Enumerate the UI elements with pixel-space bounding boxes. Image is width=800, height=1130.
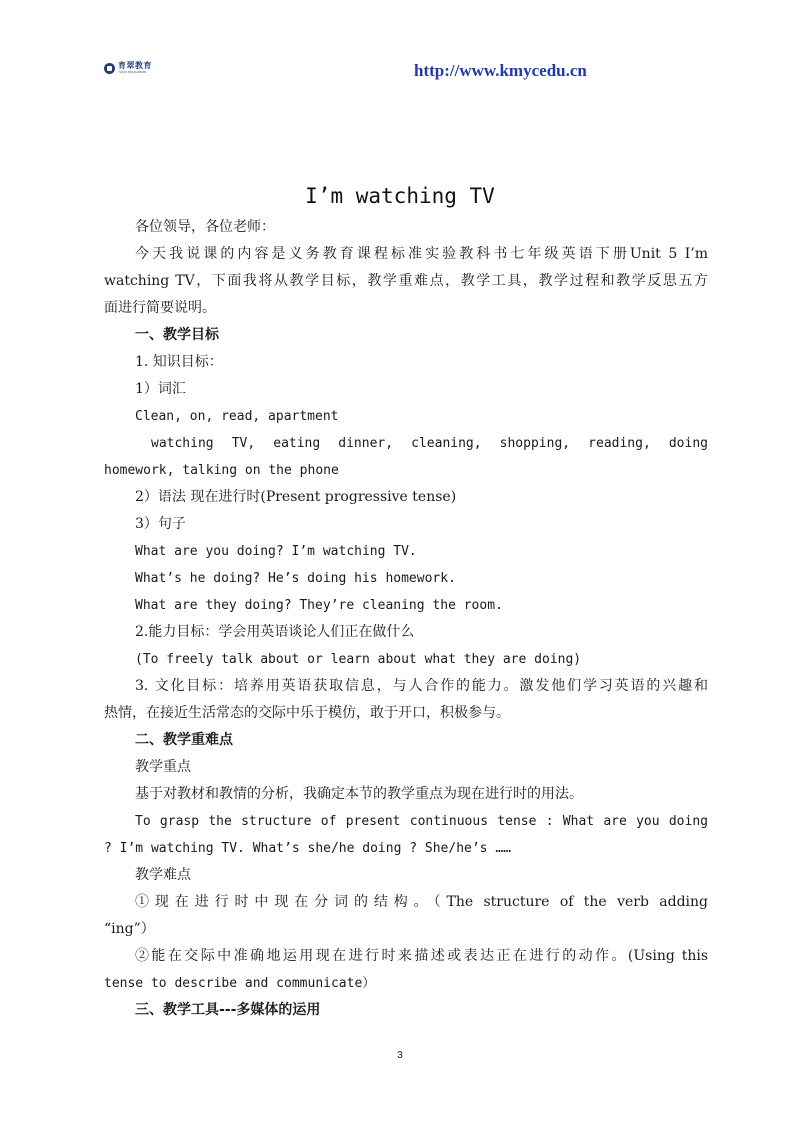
intro-line-2: watching TV，下面我将从教学目标，教学重难点，教学工具，教学过程和教学反思五方	[104, 273, 708, 289]
logo-tagline: YUCUI EDUCATION	[118, 70, 146, 74]
ability-goal: 2.能力目标：学会用英语谈论人们正在做什么	[135, 624, 415, 640]
vocab-line-2: watching TV, eating dinner, cleaning, shopping, reading, doing	[151, 436, 708, 451]
key-point-english-1: To grasp the structure of present continuous tense : What are you doing	[135, 814, 708, 829]
sentence-1: What are you doing? I’m watching TV.	[135, 544, 417, 559]
greeting: 各位领导，各位老师：	[135, 219, 275, 235]
intro-line-1: 今天我说课的内容是义务教育课程标准实验教科书七年级英语下册Unit 5 I’m	[135, 246, 708, 262]
section-heading-goals: 一、教学目标	[135, 327, 219, 343]
key-point-english-2: ? I’m watching TV. What’s she/he doing ? She/he’s ……	[104, 841, 511, 856]
document-body	[104, 214, 708, 1024]
vocab-label: 1）词汇	[135, 381, 186, 397]
intro-line-3: 面进行简要说明。	[104, 300, 216, 316]
logo-shield-icon	[104, 63, 115, 74]
logo-name: 育翠教育	[118, 61, 152, 70]
difficulty-1-line-1: ①现在进行时中现在分词的结构。（The structure of the verb adding	[135, 894, 708, 910]
sentence-2: What’s he doing? He’s doing his homework.	[135, 571, 456, 586]
section-heading-tools: 三、教学工具---多媒体的运用	[135, 1002, 321, 1018]
vocab-line-3: homework, talking on the phone	[104, 463, 339, 478]
logo	[104, 62, 152, 74]
section-heading-key-points: 二、教学重难点	[135, 732, 233, 748]
grammar-label: 2）语法 现在进行时(Present progressive tense)	[135, 489, 457, 505]
ability-goal-english: (To freely talk about or learn about what they are doing)	[135, 652, 582, 667]
page-number: 3	[397, 1050, 403, 1061]
difficulty-1-line-2: “ing”）	[104, 921, 155, 937]
knowledge-goal: 1. 知识目标：	[135, 354, 223, 370]
sentence-3: What are they doing? They’re cleaning the room.	[135, 598, 503, 613]
page-header	[0, 0, 800, 90]
difficulty-2-line-2: tense to describe and communicate）	[104, 976, 376, 991]
sentence-label: 3）句子	[135, 516, 186, 532]
difficulty-2-line-1: ②能在交际中准确地运用现在进行时来描述或表达正在进行的动作。(Using this	[135, 948, 708, 964]
culture-goal-line-2: 热情，在接近生活常态的交际中乐于模仿，敢于开口，积极参与。	[104, 705, 510, 721]
page-title: I’m watching TV	[305, 184, 495, 208]
culture-goal-line-1: 3. 文化目标：培养用英语获取信息，与人合作的能力。激发他们学习英语的兴趣和	[135, 678, 708, 694]
difficulty-label: 教学难点	[135, 867, 191, 883]
key-point-label: 教学重点	[135, 759, 191, 775]
key-point-text: 基于对教材和教情的分析，我确定本节的教学重点为现在进行时的用法。	[135, 786, 583, 802]
website-link[interactable]: http://www.kmycedu.cn	[414, 61, 587, 80]
vocab-line-1: Clean, on, read, apartment	[135, 409, 339, 424]
